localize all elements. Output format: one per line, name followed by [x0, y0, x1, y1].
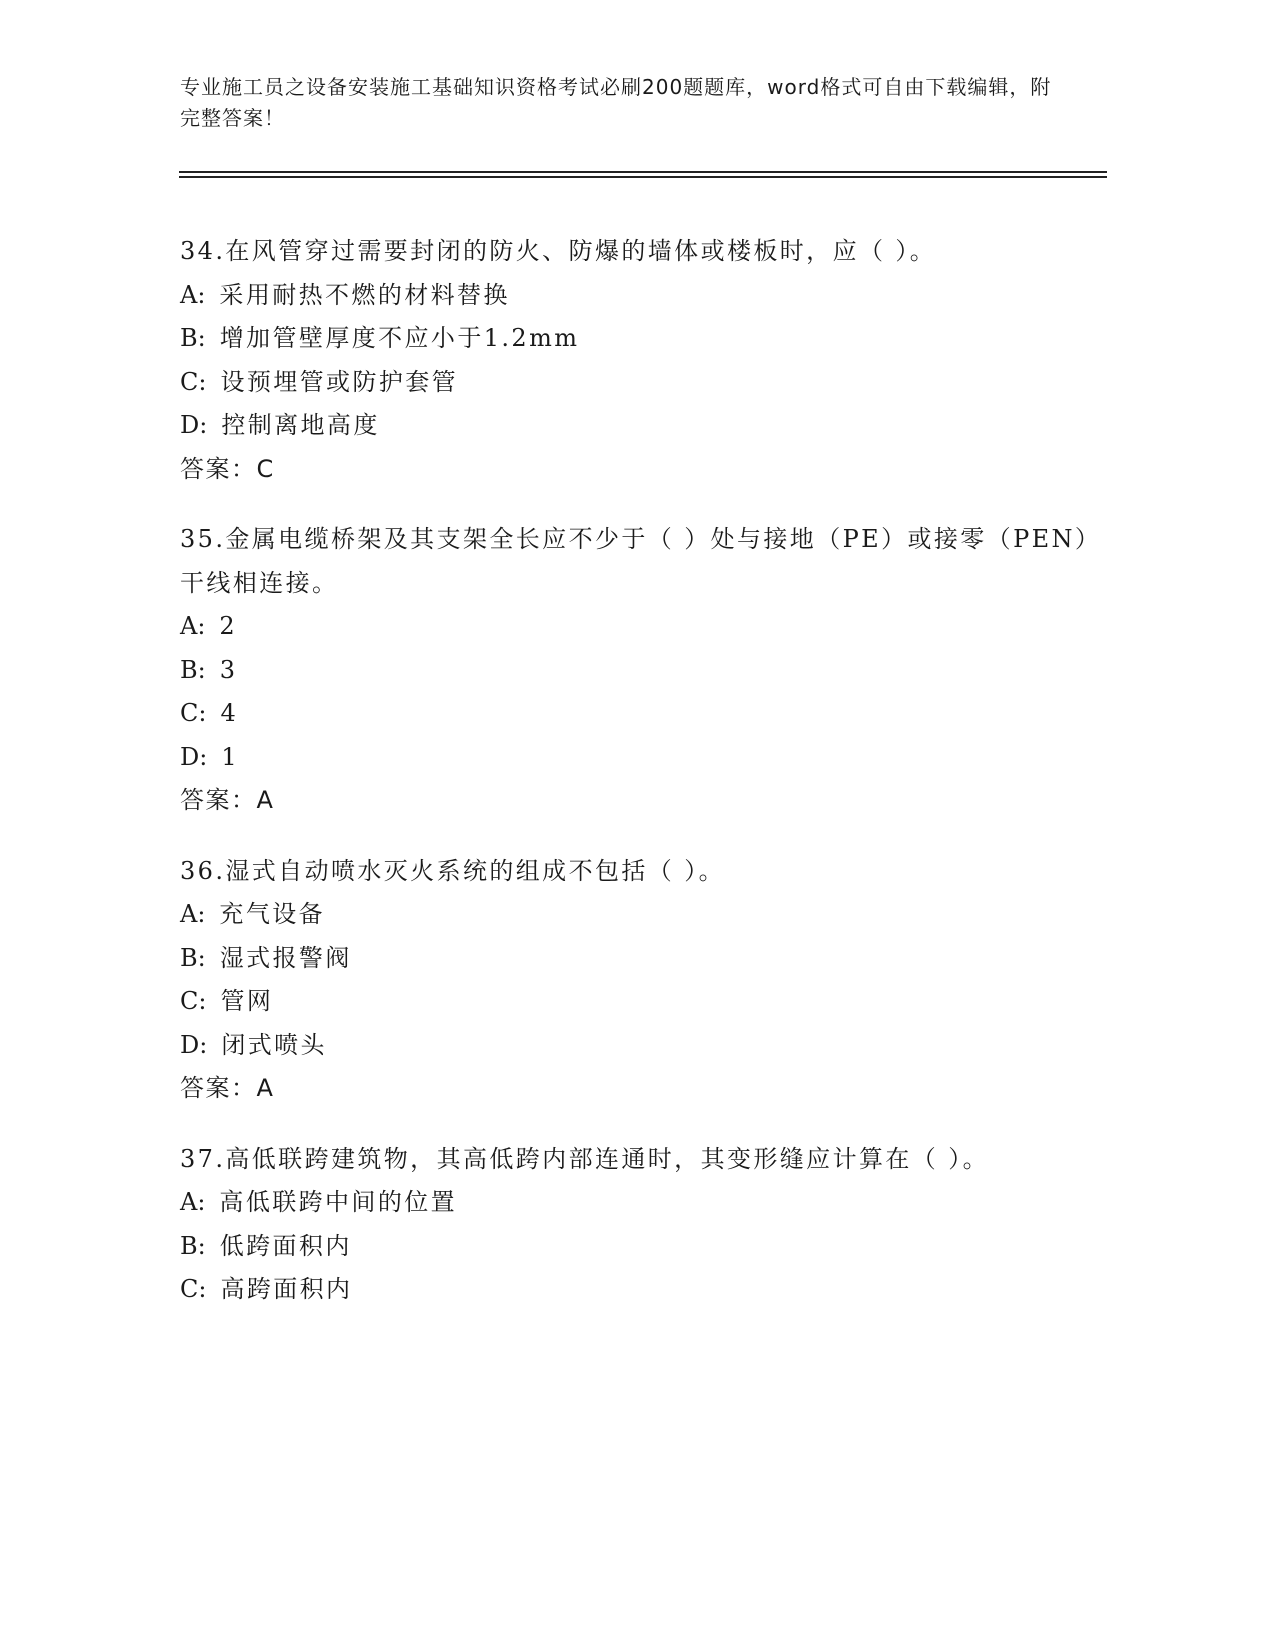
option-b [180, 649, 1100, 693]
option-letter: C: [180, 1275, 207, 1303]
option-a [180, 1181, 1100, 1225]
option-letter: D: [180, 1030, 208, 1059]
option-d [180, 404, 1100, 448]
option-text: 低跨面积内 [219, 1231, 352, 1260]
answer-line: 答案：A [180, 786, 275, 814]
question-37 [180, 1138, 1100, 1312]
option-text: 3 [219, 655, 238, 684]
option-a [180, 274, 1100, 318]
answer-line: 答案：C [180, 454, 275, 483]
answer-line: 答案：A [180, 1074, 275, 1102]
question-stem: 37.高低联跨建筑物，其高低跨内部连通时，其变形缝应计算在（ ）。 [180, 1144, 989, 1173]
option-letter: D: [180, 411, 208, 439]
option-letter: C: [180, 367, 207, 396]
question-34 [180, 230, 1100, 491]
option-b [180, 317, 1100, 361]
option-d [180, 1024, 1100, 1068]
option-b [180, 937, 1100, 981]
option-letter: B: [180, 324, 206, 352]
option-text: 1 [221, 742, 239, 771]
option-a [180, 605, 1100, 649]
question-list [180, 230, 1100, 1339]
option-text: 增加管壁厚度不应小于1.2mm [219, 324, 580, 352]
option-c [180, 1268, 1100, 1312]
question-stem: 36.湿式自动喷水灭火系统的组成不包括（ ）。 [180, 856, 725, 885]
header-rule-top [179, 171, 1107, 173]
document-header: 专业施工员之设备安装施工基础知识资格考试必刷200题题库，word格式可自由下载编辑，附完整答案！ [180, 75, 1052, 130]
question-stem: 34.在风管穿过需要封闭的防火、防爆的墙体或楼板时，应（ ）。 [180, 237, 937, 265]
option-text: 高跨面积内 [220, 1275, 353, 1303]
option-text: 充气设备 [219, 900, 326, 928]
option-text: 设预埋管或防护套管 [220, 367, 459, 396]
option-text: 闭式喷头 [221, 1030, 327, 1059]
option-text: 高低联跨中间的位置 [219, 1188, 458, 1216]
option-letter: A: [180, 900, 206, 928]
option-letter: C: [180, 987, 207, 1015]
option-text: 采用耐热不燃的材料替换 [219, 280, 510, 309]
option-d [180, 736, 1100, 780]
question-35 [180, 518, 1100, 823]
option-a [180, 893, 1100, 937]
option-letter: A: [180, 612, 206, 640]
option-letter: B: [180, 943, 206, 972]
option-letter: B: [180, 1231, 206, 1260]
option-letter: A: [180, 280, 206, 309]
option-text: 2 [219, 612, 238, 640]
option-text: 湿式报警阀 [219, 943, 352, 972]
option-c [180, 692, 1100, 736]
option-c [180, 361, 1100, 405]
option-letter: B: [180, 655, 206, 684]
option-c [180, 980, 1100, 1024]
option-b [180, 1225, 1100, 1269]
option-letter: D: [180, 742, 208, 771]
option-text: 管网 [220, 987, 274, 1015]
option-text: 控制离地高度 [221, 411, 380, 439]
question-36 [180, 850, 1100, 1111]
option-letter: C: [180, 699, 207, 727]
option-letter: A: [180, 1188, 206, 1216]
header-rule-bottom [179, 176, 1107, 178]
option-text: 4 [220, 699, 239, 727]
question-stem: 35.金属电缆桥架及其支架全长应不少于（ ）处与接地（PE）或接零（PEN）干线相连接。 [180, 525, 1090, 597]
